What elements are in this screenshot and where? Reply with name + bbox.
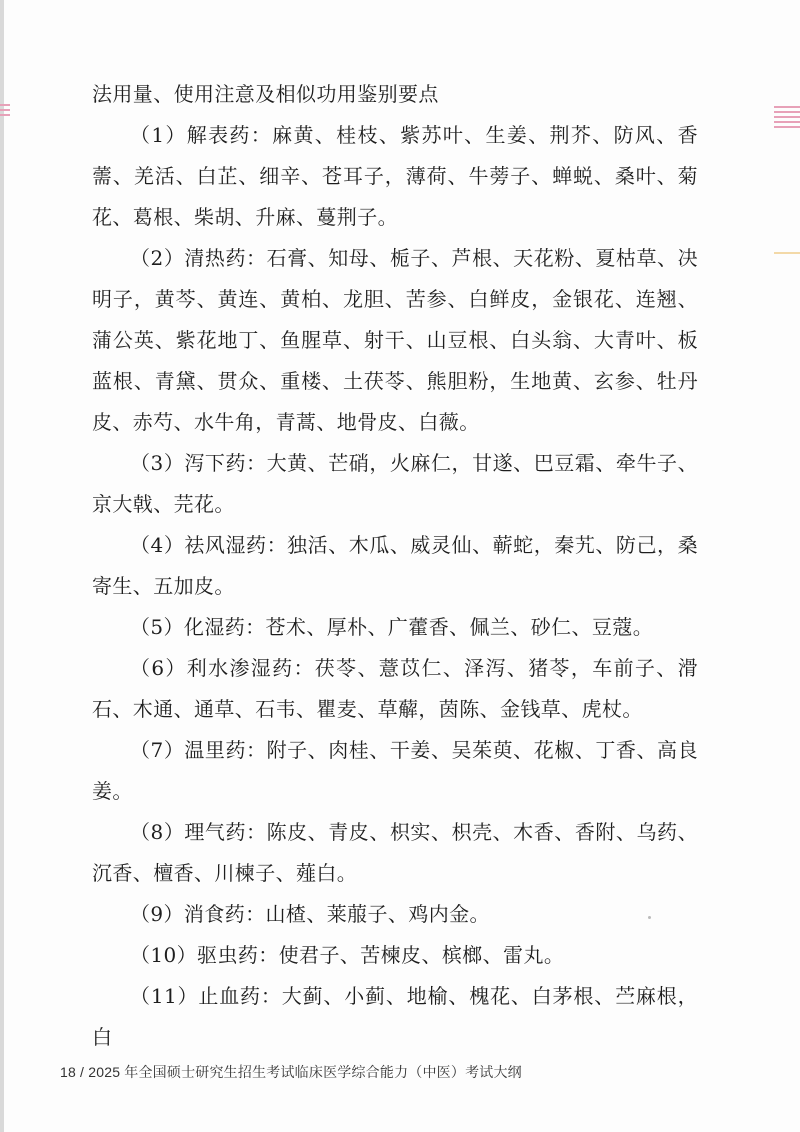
scan-speck	[648, 916, 651, 919]
paragraph-huashi: （5）化湿药：苍术、厚朴、广藿香、佩兰、砂仁、豆蔻。	[130, 615, 654, 639]
paragraph-quchong: （10）驱虫药：使君子、苦楝皮、槟榔、雷丸。	[130, 943, 565, 967]
paragraph-liqi: （8）理气药：陈皮、青皮、枳实、枳壳、木香、香附、乌药、沉香、檀香、川楝子、薤白。	[92, 820, 698, 885]
page-edge-shadow	[0, 0, 4, 1132]
paragraph-jiebiao: （1）解表药：麻黄、桂枝、紫苏叶、生姜、荆芥、防风、香薷、羌活、白芷、细辛、苍耳子，薄荷、牛蒡子、蝉蜕、桑叶、菊花、葛根、柴胡、升麻、蔓荆子。	[92, 123, 698, 229]
left-tab-marks	[0, 104, 10, 119]
document-body	[92, 74, 698, 1058]
paragraph-zhixue: （11）止血药：大蓟、小蓟、地榆、槐花、白茅根、苎麻根，白	[92, 984, 698, 1049]
paragraph-qingre: （2）清热药：石膏、知母、栀子、芦根、天花粉、夏枯草、决明子，黄芩、黄连、黄柏、龙胆、苦参、白鲜皮，金银花、连翘、蒲公英、紫花地丁、鱼腥草、射干、山豆根、白头翁、大青叶、板蓝根、青黛、贯众、重楼、土茯苓、熊胆粉，生地黄、玄参、牡丹皮、赤芍、水牛角，青蒿、地骨皮、白薇。	[92, 246, 698, 434]
right-tab-marks-secondary	[774, 252, 800, 257]
right-tab-marks	[774, 106, 800, 131]
paragraph-lishui: （6）利水渗湿药：茯苓、薏苡仁、泽泻、猪苓，车前子、滑石、木通、通草、石韦、瞿麦、草薢，茵陈、金钱草、虎杖。	[92, 656, 698, 721]
paragraph-xiexia: （3）泻下药：大黄、芒硝，火麻仁，甘遂、巴豆霜、牵牛子、京大戟、芫花。	[92, 451, 698, 516]
paragraph-xiaoshi: （9）消食药：山楂、莱菔子、鸡内金。	[130, 902, 490, 926]
page-footer: 18 / 2025 年全国硕士研究生招生考试临床医学综合能力（中医）考试大纲	[60, 1064, 522, 1080]
paragraph-qufengshi: （4）祛风湿药：独活、木瓜、威灵仙、蕲蛇，秦艽、防己，桑寄生、五加皮。	[92, 533, 698, 598]
paragraph-wenli: （7）温里药：附子、肉桂、干姜、吴茱萸、花椒、丁香、高良姜。	[92, 738, 698, 803]
section-heading: 法用量、使用注意及相似功用鉴别要点	[92, 82, 439, 106]
